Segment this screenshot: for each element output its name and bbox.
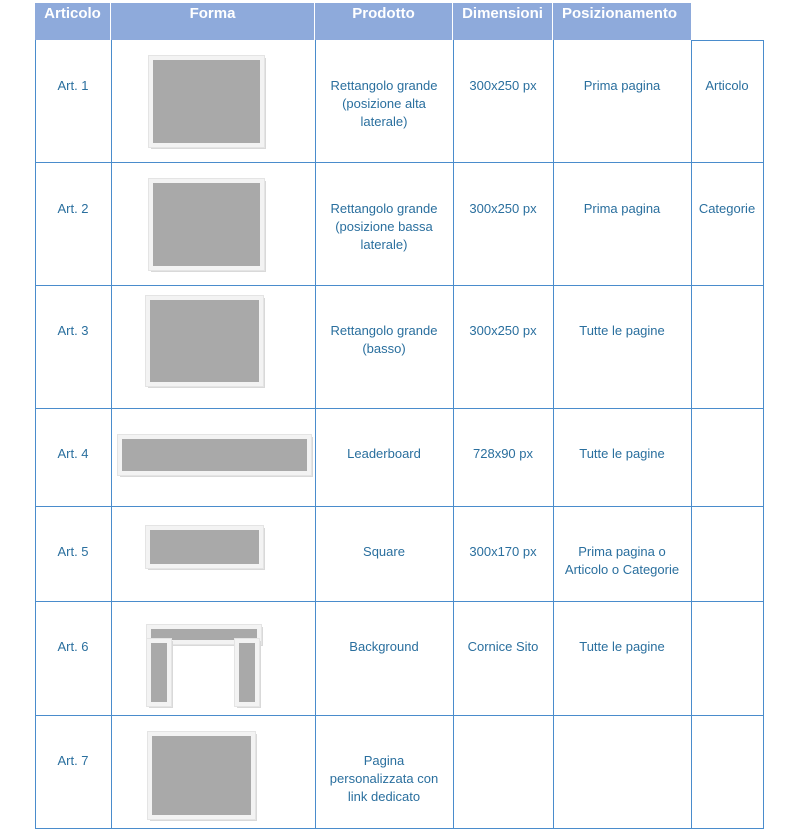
grid-line <box>35 506 764 507</box>
grid-line <box>35 408 764 409</box>
cell-dimensioni: 300x250 px <box>469 78 537 93</box>
cell-prodotto: Pagina personalizzata con link dedicato <box>329 753 439 804</box>
cell-dimensioni: 300x250 px <box>469 201 537 216</box>
header-articolo: Articolo <box>35 3 111 40</box>
grid-line <box>315 40 316 829</box>
cell-extra: Articolo <box>705 78 749 93</box>
cell-articolo: Art. 2 <box>57 201 89 216</box>
cell-posizionamento: Tutte le pagine <box>579 323 665 338</box>
background-frame-shape <box>147 625 261 706</box>
grid-line <box>553 40 554 829</box>
cell-prodotto: Background <box>349 639 419 654</box>
rectangle-shape <box>146 296 263 386</box>
cell-prodotto: Rettangolo grande (basso) <box>330 323 438 356</box>
cell-articolo: Art. 4 <box>57 446 89 461</box>
header-dimensioni: Dimensioni <box>453 3 553 40</box>
cell-articolo: Art. 3 <box>57 323 89 338</box>
rectangle-shape <box>148 732 255 819</box>
header-forma: Forma <box>111 3 315 40</box>
cell-articolo: Art. 1 <box>57 78 89 93</box>
header-posizionamento: Posizionamento <box>553 3 691 40</box>
grid-line <box>453 40 454 829</box>
grid-line <box>35 40 36 829</box>
frame-right-bar <box>235 639 259 706</box>
grid-line <box>111 40 112 829</box>
cell-prodotto: Rettangolo grande (posizione bassa laterale) <box>330 201 438 252</box>
cell-dimensioni: Cornice Sito <box>467 639 539 654</box>
rectangle-shape <box>149 56 264 147</box>
cell-prodotto: Square <box>363 544 405 559</box>
grid-line <box>35 828 764 829</box>
cell-extra: Categorie <box>698 201 756 216</box>
cell-articolo: Art. 5 <box>57 544 89 559</box>
cell-prodotto: Leaderboard <box>347 446 421 461</box>
grid-line <box>691 40 692 829</box>
cell-posizionamento: Prima pagina o Articolo o Categorie <box>564 544 680 577</box>
frame-left-bar <box>147 639 171 706</box>
cell-prodotto: Rettangolo grande (posizione alta laterale) <box>330 78 438 129</box>
cell-posizionamento: Tutte le pagine <box>579 446 665 461</box>
header-prodotto: Prodotto <box>315 3 453 40</box>
cell-posizionamento: Tutte le pagine <box>579 639 665 654</box>
grid-line <box>763 40 764 829</box>
cell-dimensioni: 300x170 px <box>469 544 537 559</box>
grid-line <box>35 601 764 602</box>
grid-line <box>35 162 764 163</box>
rectangle-shape <box>149 179 264 270</box>
leaderboard-shape <box>118 435 311 475</box>
cell-dimensioni: 300x250 px <box>469 323 537 338</box>
grid-line <box>35 715 764 716</box>
cell-posizionamento: Prima pagina <box>583 201 661 216</box>
cell-articolo: Art. 6 <box>57 639 89 654</box>
square-banner-shape <box>146 526 263 568</box>
cell-articolo: Art. 7 <box>57 753 89 768</box>
grid-line <box>691 40 764 41</box>
cell-dimensioni: 728x90 px <box>473 446 533 461</box>
cell-posizionamento: Prima pagina <box>583 78 661 93</box>
grid-line <box>35 285 764 286</box>
